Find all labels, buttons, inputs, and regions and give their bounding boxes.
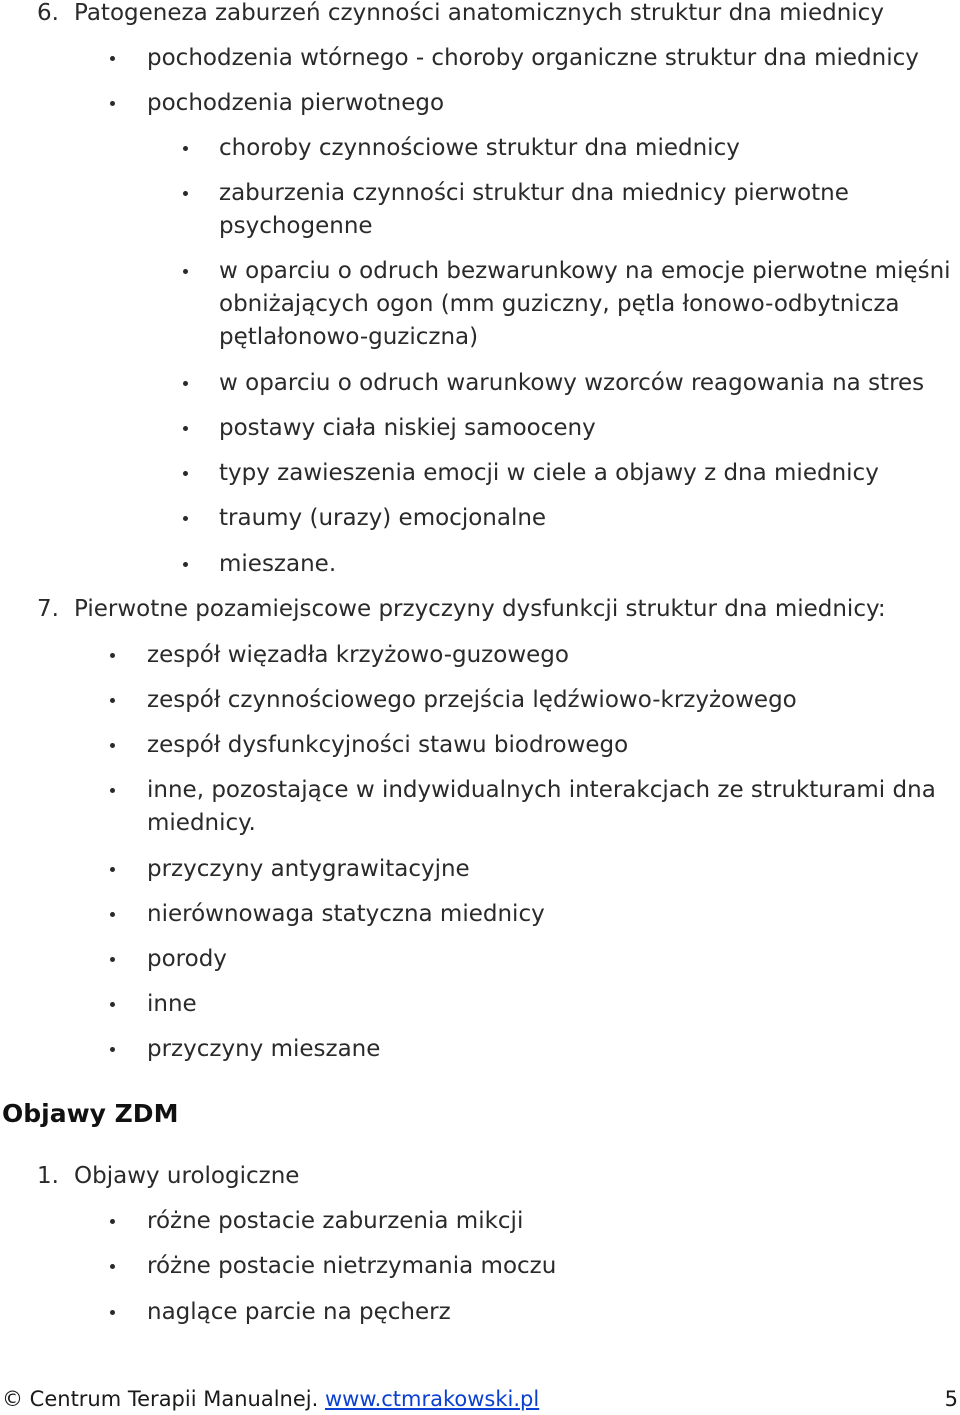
list-item: w oparciu o odruch bezwarunkowy na emocje pierwotne mięśni: [219, 258, 951, 284]
bullet: [110, 788, 115, 793]
list-item: różne postacie zaburzenia mikcji: [147, 1208, 524, 1234]
section-title: Patogeneza zaburzeń czynności anatomicznych struktur dna miednicy: [74, 0, 884, 26]
bullet: [110, 743, 115, 748]
list-item: mieszane.: [219, 551, 337, 577]
bullet: [183, 562, 188, 567]
list-item: inne, pozostające w indywidualnych interakcjach ze strukturami dna: [147, 777, 936, 803]
list-item: zespół czynnościowego przejścia lędźwiowo-krzyżowego: [147, 687, 797, 713]
list-number: 6.: [37, 0, 59, 26]
bullet: [110, 867, 115, 872]
list-item: pochodzenia pierwotnego: [147, 90, 445, 116]
footer: [2, 1385, 539, 1413]
list-item: porody: [147, 946, 227, 972]
list-item: przyczyny antygrawitacyjne: [147, 856, 470, 882]
bullet: [110, 101, 115, 106]
list-item: różne postacie nietrzymania moczu: [147, 1253, 557, 1279]
bullet: [183, 426, 188, 431]
list-item: typy zawieszenia emocji w ciele a objawy z dna miednicy: [219, 460, 879, 486]
list-item: inne: [147, 991, 197, 1017]
list-item: pochodzenia wtórnego - choroby organiczne struktur dna miednicy: [147, 45, 919, 71]
bullet: [110, 1002, 115, 1007]
list-item: nierównowaga statyczna miednicy: [147, 901, 545, 927]
bullet: [110, 1047, 115, 1052]
list-item: postawy ciała niskiej samooceny: [219, 415, 596, 441]
bullet: [183, 471, 188, 476]
list-item: w oparciu o odruch warunkowy wzorców reagowania na stres: [219, 370, 925, 396]
list-item: zespół dysfunkcyjności stawu biodrowego: [147, 732, 629, 758]
list-number: 7.: [37, 596, 59, 622]
website-link[interactable]: www.ctmrakowski.pl: [324, 1387, 540, 1411]
list-item-continuation: miednicy.: [147, 810, 256, 836]
list-item-continuation: obniżających ogon (mm guziczny, pętla łonowo-odbytnicza: [219, 291, 900, 317]
list-item: choroby czynnościowe struktur dna miednicy: [219, 135, 740, 161]
bullet: [110, 957, 115, 962]
bullet: [110, 1219, 115, 1224]
section-title: Objawy urologiczne: [74, 1163, 300, 1189]
list-item: zespół więzadła krzyżowo-guzowego: [147, 642, 569, 668]
bullet: [183, 516, 188, 521]
bullet: [183, 269, 188, 274]
list-item-continuation: pętlałonowo-guziczna): [219, 324, 479, 350]
list-item: zaburzenia czynności struktur dna miednicy pierwotne: [219, 180, 849, 206]
bullet: [110, 1264, 115, 1269]
list-item: naglące parcie na pęcherz: [147, 1299, 451, 1325]
list-item: traumy (urazy) emocjonalne: [219, 505, 547, 531]
bullet: [110, 653, 115, 658]
bullet: [110, 1310, 115, 1315]
bullet: [183, 191, 188, 196]
bullet: [183, 146, 188, 151]
list-item: przyczyny mieszane: [147, 1036, 381, 1062]
copyright-text: © Centrum Terapii Manualnej.: [2, 1387, 319, 1411]
bullet: [110, 698, 115, 703]
bullet: [183, 381, 188, 386]
bullet: [110, 912, 115, 917]
section-heading: Objawy ZDM: [2, 1099, 179, 1128]
list-number: 1.: [37, 1163, 59, 1189]
list-item-continuation: psychogenne: [219, 213, 373, 239]
page-number: 5: [944, 1387, 958, 1411]
bullet: [110, 56, 115, 61]
section-title: Pierwotne pozamiejscowe przyczyny dysfunkcji struktur dna miednicy:: [74, 596, 886, 622]
